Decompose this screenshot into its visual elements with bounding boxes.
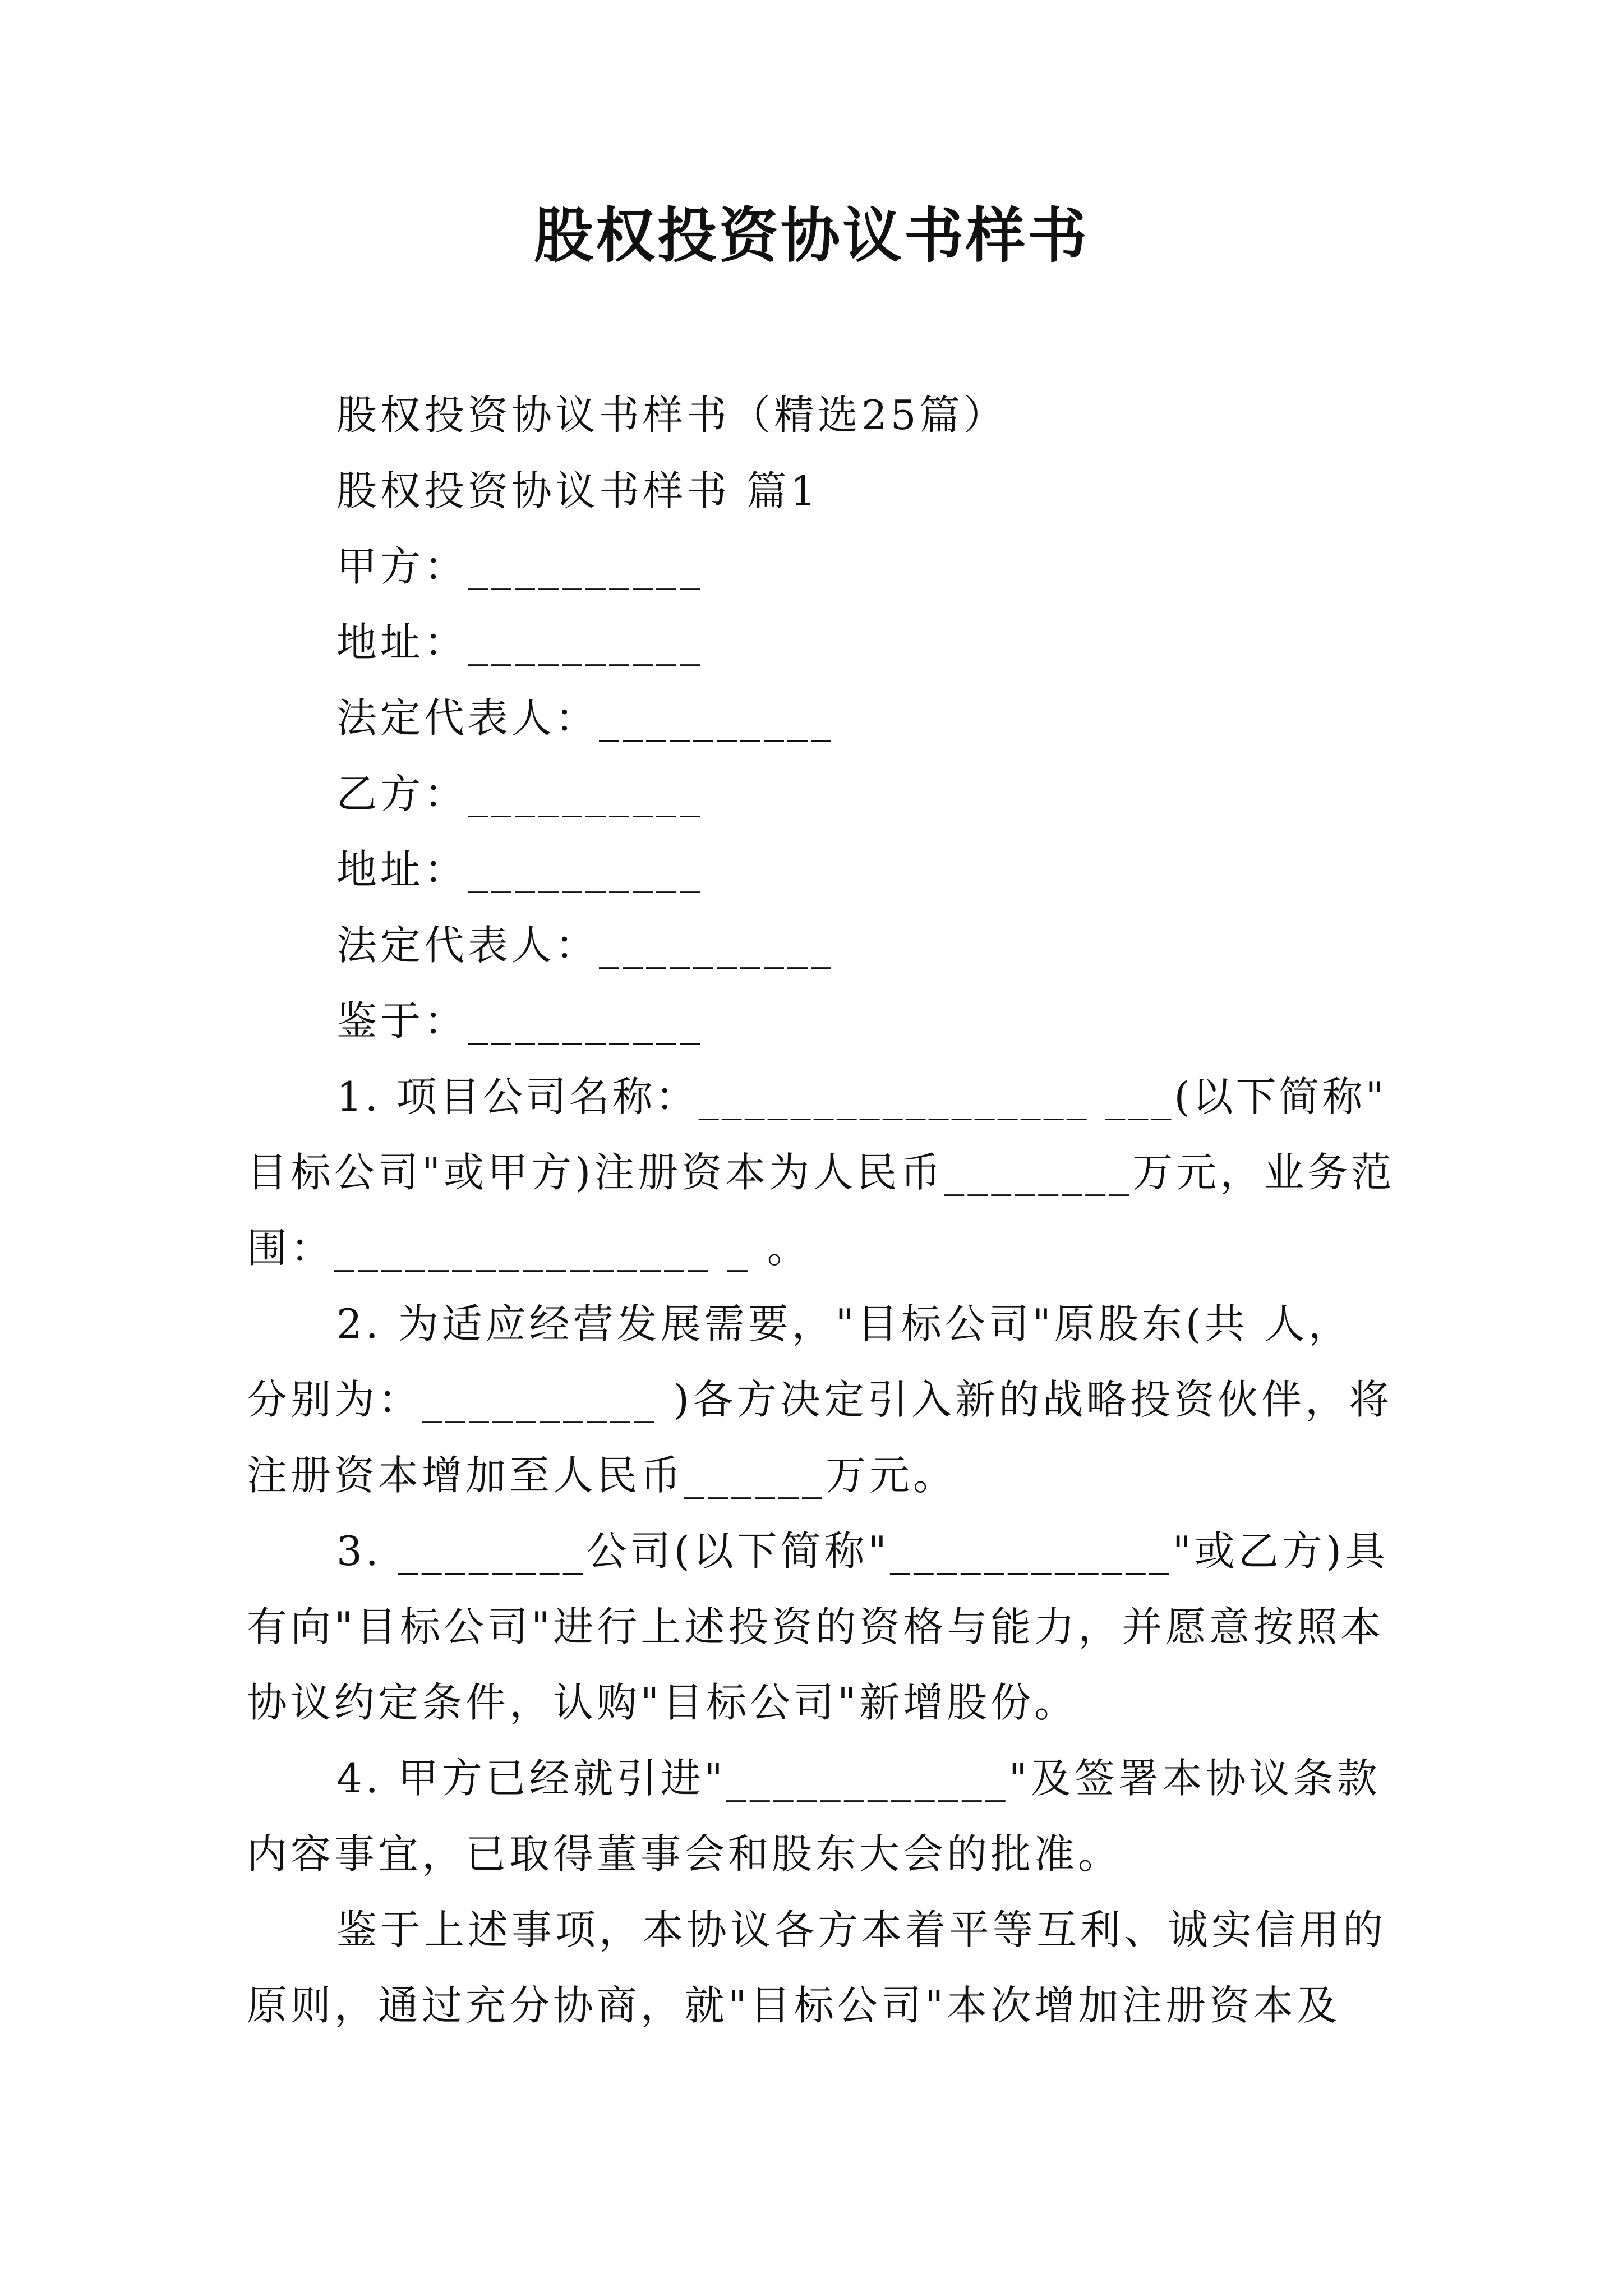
text-line: 鉴于上述事项，本协议各方本着平等互利、诚实信用的 [336, 1906, 1387, 1953]
text-line: 地址：__________ [336, 846, 704, 893]
text-line: 乙方：__________ [336, 770, 704, 817]
text-line: 2. 为适应经营发展需要，"目标公司"原股东(共 人， [336, 1300, 1352, 1347]
text-line: 法定代表人：__________ [336, 922, 835, 969]
text-line: 有向"目标公司"进行上述投资的资格与能力，并愿意按照本 [247, 1603, 1385, 1650]
text-line: 3. ________公司(以下简称"____________"或乙方)具 [336, 1527, 1389, 1575]
text-line: 法定代表人：__________ [336, 694, 835, 742]
document-title: 股权投资协议书样书 [534, 200, 1089, 270]
text-line: 甲方：__________ [336, 543, 704, 590]
text-line: 围：________________ _ 。 [247, 1225, 811, 1272]
text-line: 目标公司"或甲方)注册资本为人民币________万元，业务范 [247, 1149, 1395, 1196]
text-line: 原则，通过充分协商，就"目标公司"本次增加注册资本及 [247, 1982, 1341, 2029]
text-line: 鉴于：__________ [336, 997, 704, 1045]
text-line: 股权投资协议书样书 篇1 [336, 467, 819, 514]
text-line: 4. 甲方已经就引进"____________"及签署本协议条款 [336, 1755, 1381, 1802]
text-line: 分别为：__________ )各方决定引入新的战略投资伙伴，将 [247, 1376, 1393, 1423]
text-line: 注册资本增加至人民币______万元。 [247, 1452, 957, 1499]
text-line: 1. 项目公司名称：_________________ ___(以下简称" [336, 1073, 1387, 1120]
text-line: 内容事宜，已取得董事会和股东大会的批准。 [247, 1830, 1122, 1878]
text-line: 协议约定条件，认购"目标公司"新增股份。 [247, 1679, 1078, 1726]
text-line: 地址：__________ [336, 619, 704, 666]
text-line: 股权投资协议书样书（精选25篇） [336, 392, 1007, 439]
